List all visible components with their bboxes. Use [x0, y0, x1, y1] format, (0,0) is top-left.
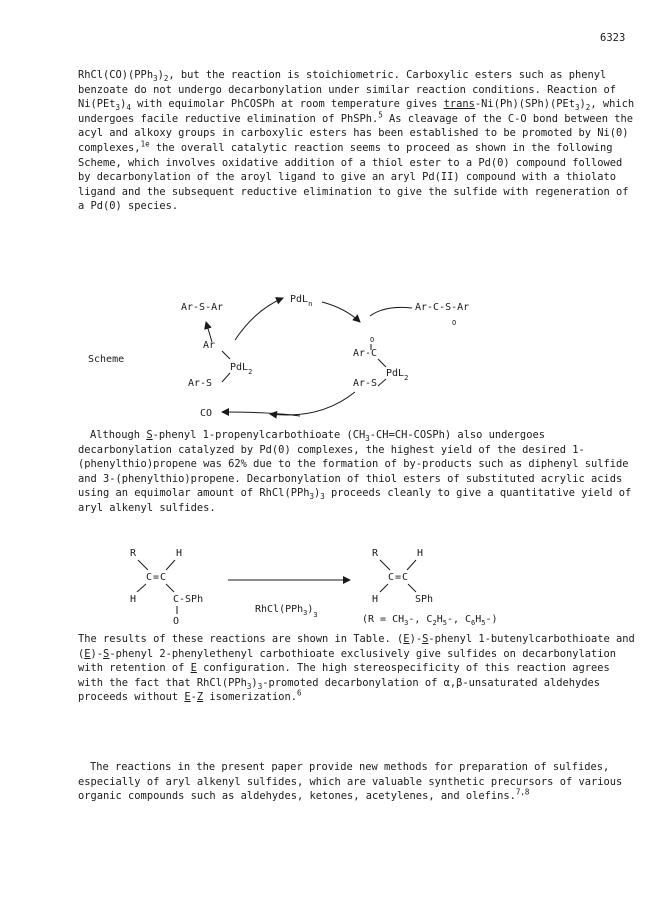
page-number: 6323 — [600, 32, 626, 44]
product-c2: C — [402, 572, 409, 583]
scheme-right-bond-2 — [378, 379, 386, 386]
scheme-left-ars: Ar-S — [188, 378, 213, 389]
scheme-label: Scheme — [88, 354, 125, 365]
scheme-arrow-ester-in — [370, 307, 412, 316]
reactant-bond-h — [166, 560, 175, 570]
product-eq: = — [395, 572, 402, 583]
reactant-csph: C-SPh — [173, 594, 204, 605]
reactant-r: R — [130, 548, 137, 559]
scheme-co: CO — [200, 408, 213, 419]
reactant-c1: C — [146, 572, 153, 583]
paragraph-4: The reactions in the present paper provide new methods for preparation of sulfides, especially of aryl alkenyl sulfides, which are valuable synthetic precursors of various organic compounds such as aldehydes, ketones, acetylenes, and olefins.$^{7,8}$ — [78, 761, 623, 803]
scheme-left-bond-1 — [222, 351, 230, 359]
paragraph-2: Although S-phenyl 1-propenylcarbothioate $(CH_3-CH=CH-COSPh)$ also undergoes decarbonylation catalyzed by Pd(0) complexes, the highest yield of the desired 1-(phenylthio)propene was 62% due to the formation of by-products such as diphenyl sulfide and 3-(phenylthio)propene. Decarbonylation of thiol esters of substituted acrylic acids using an equimolar amount of $RhCl(PPh_3)_3$ proceeds cleanly to give a quantitative yield of aryl alkenyl sulfides. — [78, 429, 632, 514]
product-bond-h — [407, 560, 416, 570]
product-h-bottom: H — [372, 594, 379, 605]
scheme-left-ar: Ar — [203, 340, 216, 351]
product-h-top: H — [417, 548, 424, 559]
scheme-thiol-ester-oxygen: O — [452, 319, 457, 327]
scheme-arrow-to-sulfide — [206, 322, 212, 342]
scheme-right-arc: Ar-C — [353, 348, 378, 359]
product-bond-r — [380, 560, 390, 570]
scheme-arrow-to-pdln — [235, 298, 283, 340]
scheme-right-bond-1 — [378, 359, 386, 367]
scheme-left-bond-2 — [222, 373, 230, 382]
catalytic-scheme — [0, 280, 672, 430]
product-sph: SPh — [415, 594, 434, 605]
reactant-h-bottom: H — [130, 594, 137, 605]
scheme-right-ars: Ar-S — [353, 378, 378, 389]
scheme-right-oxygen: O — [370, 336, 375, 344]
reactant-c2: C — [160, 572, 167, 583]
scheme-left-pdl2: PdL$_2$ — [230, 362, 253, 376]
reagent-rhcl: $RhCl(PPh_3)_3$ — [255, 604, 318, 619]
scheme-arrow-decarbonylation — [270, 392, 355, 415]
reactant-bond-r — [138, 560, 148, 570]
scheme-pdln: PdL$_n$ — [290, 294, 313, 308]
r-definition: ($R = CH_3-$, $C_2H_5-$, $C_6H_5-$) — [362, 614, 498, 627]
paragraph-3: The results of these reactions are shown in Table. (E)-S-phenyl 1-butenylcarbothioate and (E)-S-phenyl 2-phenylethenyl carbothioate exclusively give sulfides on decarbonylation with retention of E configuration. The high stereospecificity of this reaction agrees with the fact that $RhCl(PPh_3)_3$-promoted decarbonylation of α,β-unsaturated aldehydes proceeds without E-Z isomerization.$^6$ — [78, 633, 635, 704]
reaction-equation — [0, 540, 672, 630]
paragraph-1: $RhCl(CO)(PPh_3)_2$, but the reaction is stoichiometric. Carboxylic esters such as phenyl benzoate do not undergo decarbonylation under similar reaction conditions. Reaction of $Ni(PEt_3)_4$ with equimolar PhCOSPh at room temperature gives trans-$Ni(Ph)(SPh)(PEt_3)_2$, which undergoes facile reductive elimination of PhSPh.$^5$ As cleavage of the C-O bond between the acyl and alkoxy groups in carboxylic esters has been established to be promoted by Ni(0) complexes,$^{1e}$ the overall catalytic reaction seems to proceed as shown in the following Scheme, which involves oxidative addition of a thiol ester to a Pd(0) compound followed by decarbonylation of the aroyl ligand to give an aryl Pd(II) compound with a thiolato ligand and the subsequent reductive elimination to give the sulfide with regeneration of a Pd(0) species. — [78, 69, 635, 213]
scheme-arrow-oxidative-addition — [322, 302, 360, 322]
product-c1: C — [388, 572, 395, 583]
scheme-thiol-ester: Ar-C-S-Ar — [415, 302, 470, 313]
reactant-bond-cs — [166, 584, 174, 592]
product-bond-s — [408, 584, 416, 592]
reactant-bond-hb — [137, 584, 146, 592]
scheme-right-pdl2: PdL$_2$ — [386, 368, 409, 382]
reactant-oxygen: O — [173, 616, 180, 627]
scheme-product-sulfide: Ar-S-Ar — [181, 302, 224, 313]
reactant-eq: = — [153, 572, 160, 583]
product-bond-hb — [380, 584, 388, 592]
product-r: R — [372, 548, 379, 559]
reactant-h-top: H — [176, 548, 183, 559]
